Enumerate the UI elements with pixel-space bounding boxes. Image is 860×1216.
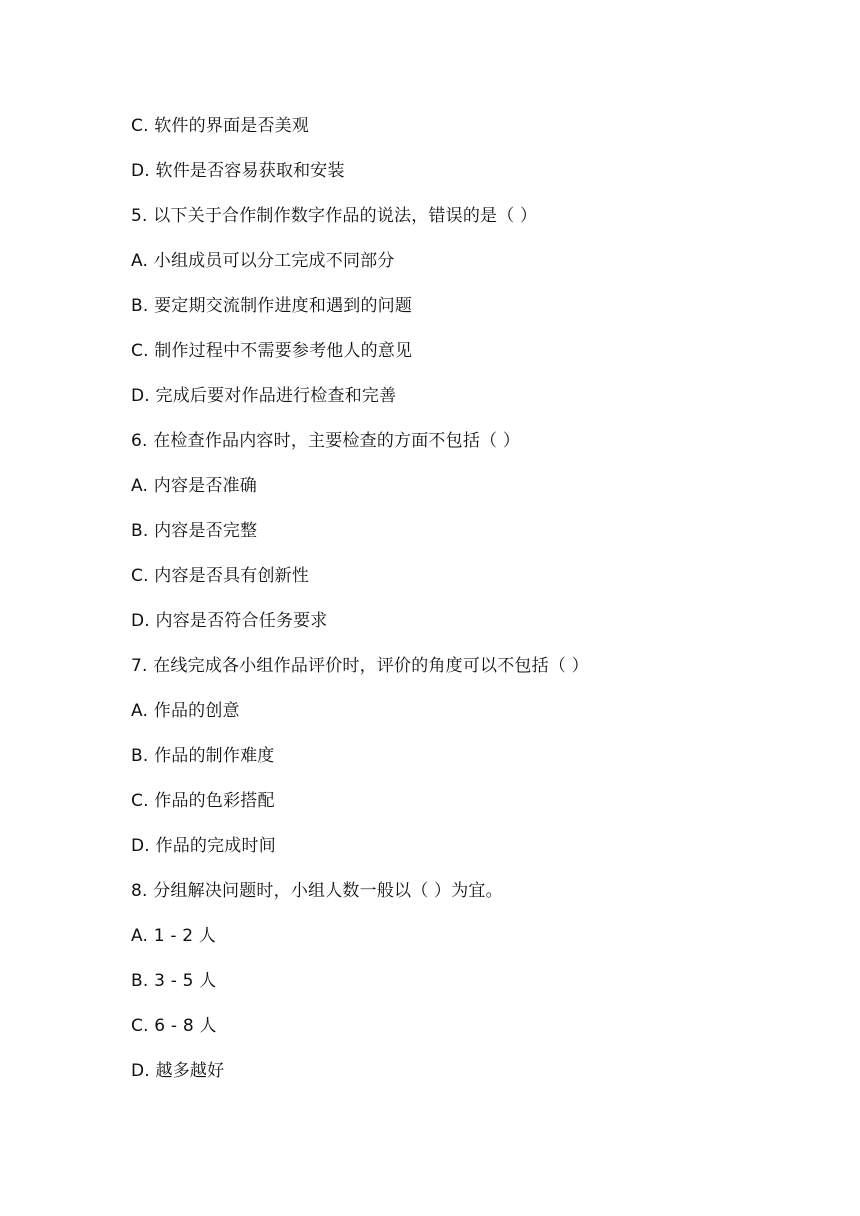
- option-line: D. 内容是否符合任务要求: [131, 611, 328, 631]
- option-line: C. 作品的色彩搭配: [131, 791, 275, 811]
- option-line: B. 内容是否完整: [131, 521, 258, 541]
- question-line: 5. 以下关于合作制作数字作品的说法，错误的是（ ）: [131, 206, 538, 226]
- option-line: A. 小组成员可以分工完成不同部分: [131, 251, 395, 271]
- option-line: D. 作品的完成时间: [131, 836, 276, 856]
- question-line: 8. 分组解决问题时，小组人数一般以（ ）为宜。: [131, 881, 503, 901]
- option-line: B. 作品的制作难度: [131, 746, 275, 766]
- option-line: A. 作品的创意: [131, 701, 240, 721]
- option-line: B. 3 - 5 人: [131, 971, 217, 991]
- option-line: D. 软件是否容易获取和安装: [131, 161, 345, 181]
- option-line: C. 内容是否具有创新性: [131, 566, 310, 586]
- question-line: 7. 在线完成各小组作品评价时，评价的角度可以不包括（ ）: [131, 656, 589, 676]
- option-line: C. 软件的界面是否美观: [131, 116, 310, 136]
- option-line: A. 内容是否准确: [131, 476, 257, 496]
- option-line: D. 完成后要对作品进行检查和完善: [131, 386, 397, 406]
- option-line: D. 越多越好: [131, 1061, 225, 1081]
- option-line: C. 制作过程中不需要参考他人的意见: [131, 341, 413, 361]
- question-line: 6. 在检查作品内容时，主要检查的方面不包括（ ）: [131, 431, 521, 451]
- option-line: B. 要定期交流制作进度和遇到的问题: [131, 296, 413, 316]
- option-line: C. 6 - 8 人: [131, 1016, 217, 1036]
- option-line: A. 1 - 2 人: [131, 926, 217, 946]
